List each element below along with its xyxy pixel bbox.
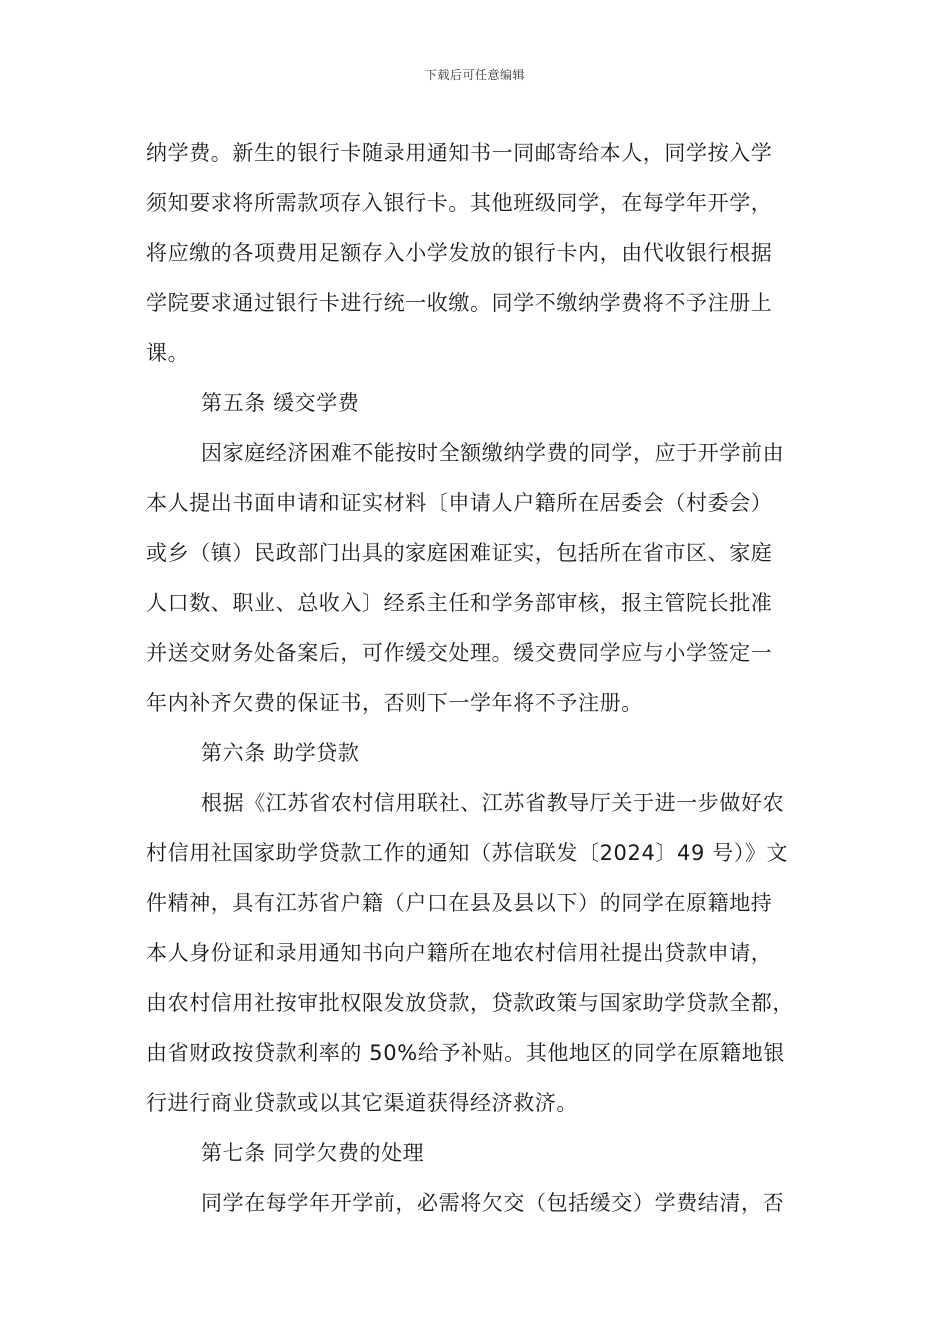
paragraph-line: 将应缴的各项费用足额存入小学发放的银行卡内，由代收银行根据 bbox=[146, 241, 773, 265]
document-body bbox=[146, 128, 810, 1228]
paragraph-line: 本人身份证和录用通知书向户籍所在地农村信用社提出贷款申请， bbox=[146, 941, 773, 965]
paragraph-line: 根据《江苏省农村信用联社、江苏省教导厅关于进一步做好农 bbox=[201, 791, 785, 815]
paragraph-line: 由农村信用社按审批权限发放贷款，贷款政策与国家助学贷款全都， bbox=[146, 991, 794, 1015]
paragraph-line: 件精神，具有江苏省户籍（户口在县及县以下）的同学在原籍地持 bbox=[146, 891, 773, 915]
paragraph-line: 并送交财务处备案后，可作缓交处理。缓交费同学应与小学签定一 bbox=[146, 641, 773, 665]
article-heading-5: 第五条 缓交学费 bbox=[201, 391, 360, 415]
paragraph-line: 或乡（镇）民政部门出具的家庭困难证实，包括所在省市区、家庭 bbox=[146, 541, 773, 565]
paragraph-line: 年内补齐欠费的保证书，否则下一学年将不予注册。 bbox=[146, 691, 643, 715]
paragraph-line: 人口数、职业、总收入〕经系主任和学务部审核，报主管院长批准 bbox=[146, 591, 773, 615]
paragraph-line: 须知要求将所需款项存入银行卡。其他班级同学，在每学年开学， bbox=[146, 191, 773, 215]
paragraph-line: 课。 bbox=[146, 341, 190, 365]
article-heading-7: 第七条 同学欠费的处理 bbox=[201, 1141, 425, 1165]
paragraph-line: 行进行商业贷款或以其它渠道获得经济救济。 bbox=[146, 1091, 578, 1115]
article-heading-6: 第六条 助学贷款 bbox=[201, 741, 360, 765]
paragraph-line: 纳学费。新生的银行卡随录用通知书一同邮寄给本人，同学按入学 bbox=[146, 141, 773, 165]
paragraph-line: 同学在每学年开学前，必需将欠交（包括缓交）学费结清，否 bbox=[201, 1191, 785, 1215]
page-header: 下载后可任意编辑 bbox=[424, 68, 525, 82]
paragraph-line: 村信用社国家助学贷款工作的通知（苏信联发〔2024〕49 号）》文 bbox=[146, 841, 789, 865]
paragraph-line: 本人提出书面申请和证实材料〔申请人户籍所在居委会（村委会） bbox=[146, 491, 773, 515]
paragraph-line: 因家庭经济困难不能按时全额缴纳学费的同学，应于开学前由 bbox=[201, 441, 785, 465]
paragraph-line: 由省财政按贷款利率的 50%给予补贴。其他地区的同学在原籍地银 bbox=[146, 1041, 785, 1065]
paragraph-line: 学院要求通过银行卡进行统一收缴。同学不缴纳学费将不予注册上 bbox=[146, 291, 773, 315]
